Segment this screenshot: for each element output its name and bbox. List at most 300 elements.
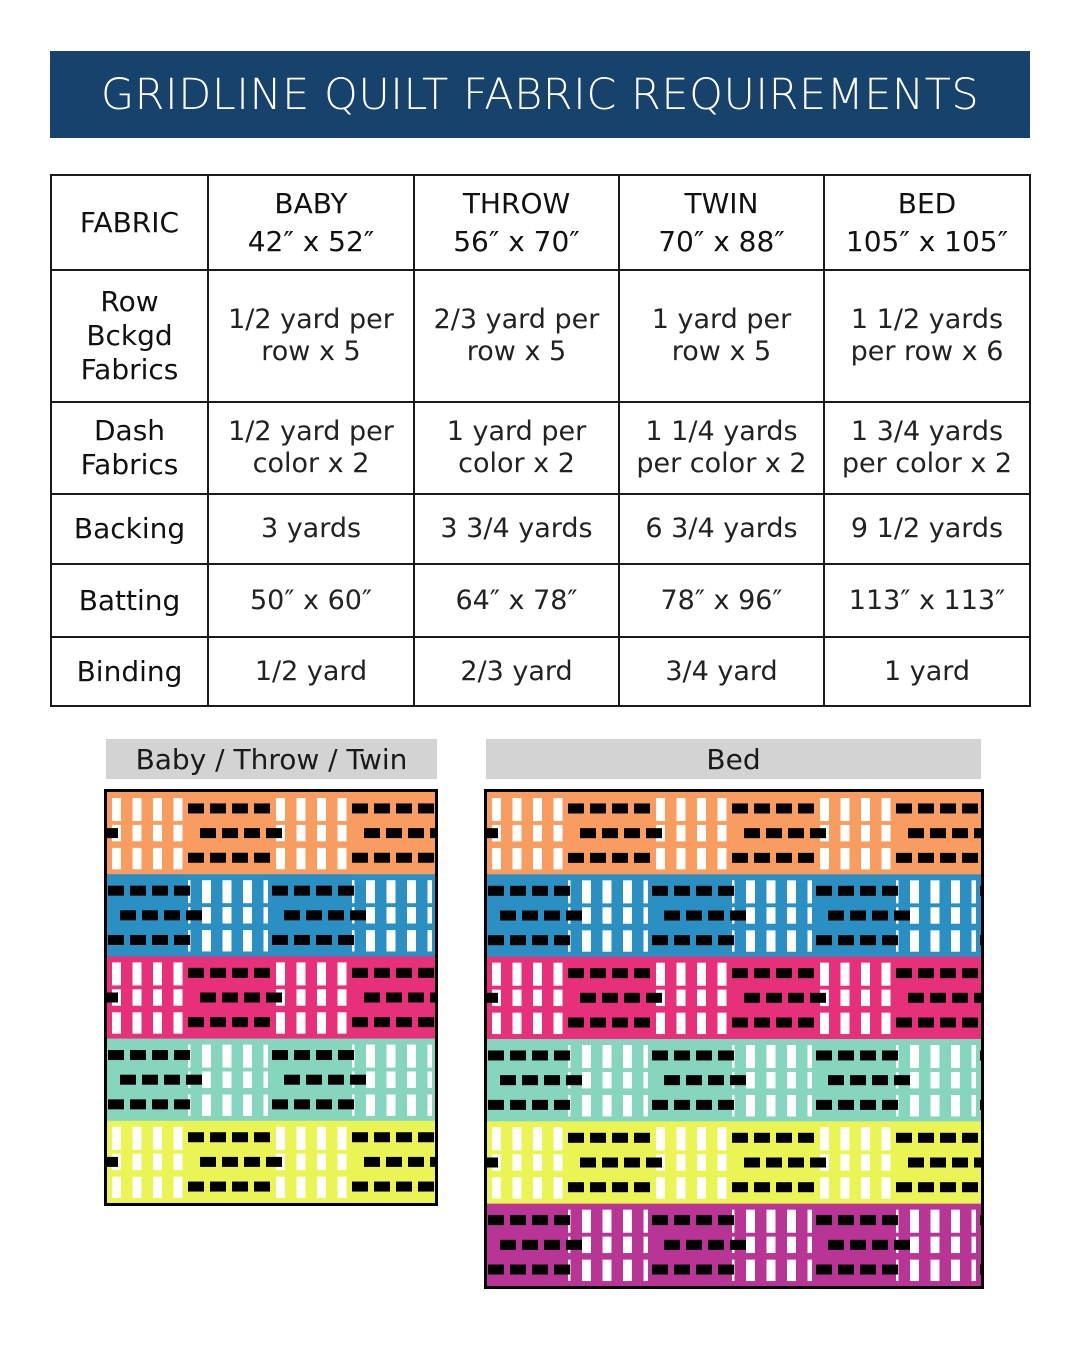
gridline-strip xyxy=(407,1071,416,1087)
row-label-line: Batting xyxy=(78,583,181,617)
dash-mark xyxy=(338,1099,354,1109)
dash-mark xyxy=(232,1182,248,1192)
dash-mark xyxy=(590,803,606,813)
dash-mark xyxy=(316,886,332,896)
quilt-row xyxy=(104,956,438,1039)
dash-mark xyxy=(828,1240,844,1250)
gridline-strip xyxy=(133,1127,142,1150)
gridline-strip xyxy=(317,798,326,821)
dash-mark xyxy=(510,1215,526,1225)
gridline-strip xyxy=(603,930,612,951)
dash-mark xyxy=(200,828,216,838)
gridline-strip xyxy=(820,1177,829,1198)
row-label-line: Bckgd xyxy=(86,319,173,352)
dash-mark xyxy=(254,1132,270,1142)
size-header-twin xyxy=(619,175,824,270)
dash-mark xyxy=(646,1158,662,1168)
dash-mark xyxy=(554,1100,570,1110)
table-cell xyxy=(208,637,414,706)
cell-line: 1 yard per xyxy=(651,304,792,335)
gridline-strip xyxy=(407,930,416,951)
dash-mark xyxy=(612,968,628,978)
gridline-strip xyxy=(746,1237,755,1253)
gridline-strip xyxy=(787,1045,796,1068)
dash-mark xyxy=(510,1100,526,1110)
gridline-strip xyxy=(317,1154,326,1170)
dash-mark xyxy=(674,1050,690,1060)
cell-line: 3/4 yard xyxy=(665,655,778,687)
gridline-strip xyxy=(112,1012,121,1033)
dash-mark xyxy=(396,803,412,813)
fabric-requirements-table xyxy=(50,174,1031,707)
gridline-strip xyxy=(492,1013,501,1034)
dash-mark xyxy=(120,1075,136,1085)
dash-mark xyxy=(222,828,238,838)
dash-mark xyxy=(232,1017,248,1027)
dash-mark xyxy=(568,1133,584,1143)
cell-line: 1/2 yard per xyxy=(228,304,394,335)
cell-line: row x 5 xyxy=(671,336,772,367)
gridline-strip xyxy=(767,1260,776,1281)
gridline-strip xyxy=(387,1045,396,1068)
gridline-strip xyxy=(407,1094,416,1115)
gridline-strip xyxy=(366,880,375,903)
cell-line: 6 3/4 yards xyxy=(645,513,798,544)
dash-mark xyxy=(940,1018,956,1028)
dash-mark xyxy=(294,886,310,896)
dash-mark xyxy=(776,1182,792,1192)
dash-mark xyxy=(352,1132,368,1142)
dash-mark xyxy=(872,1240,888,1250)
gridline-strip xyxy=(882,1154,891,1170)
gridline-strip xyxy=(554,1127,563,1150)
gridline-strip xyxy=(841,1013,850,1034)
gridline-strip xyxy=(297,1154,306,1170)
cell-line: 50″ x 60″ xyxy=(249,584,373,616)
dash-mark xyxy=(776,1018,792,1028)
size-name: BED xyxy=(897,186,957,220)
gridline-strip xyxy=(533,798,542,821)
dash-mark xyxy=(766,828,782,838)
dash-mark xyxy=(254,1017,270,1027)
dash-mark xyxy=(612,853,628,863)
dash-mark xyxy=(674,886,690,896)
dash-mark xyxy=(130,1050,146,1060)
gridline-strip xyxy=(202,907,211,923)
gridline-strip xyxy=(697,963,706,986)
gridline-strip xyxy=(697,990,706,1006)
dash-mark xyxy=(222,1157,238,1167)
dash-mark xyxy=(522,1240,538,1250)
dash-mark xyxy=(896,803,912,813)
gridline-strip xyxy=(297,1127,306,1150)
dash-mark xyxy=(952,993,968,1003)
gridline-strip xyxy=(931,907,940,923)
gridline-strip xyxy=(841,1177,850,1198)
dash-mark xyxy=(554,1265,570,1275)
gridline-strip xyxy=(787,907,796,923)
gridline-strip xyxy=(603,1045,612,1068)
dash-mark xyxy=(532,1050,548,1060)
gridline-strip xyxy=(133,1177,142,1198)
dash-mark xyxy=(186,910,202,920)
dash-mark xyxy=(396,968,412,978)
dash-mark xyxy=(816,935,832,945)
dash-mark xyxy=(776,803,792,813)
dash-mark xyxy=(364,1157,380,1167)
gridline-strip xyxy=(317,962,326,985)
dash-mark xyxy=(652,935,668,945)
dash-mark xyxy=(488,1050,504,1060)
header-row xyxy=(51,175,1030,270)
cell-line: row x 5 xyxy=(261,336,361,367)
dash-mark xyxy=(860,886,876,896)
gridline-strip xyxy=(366,930,375,951)
gridline-strip xyxy=(841,1154,850,1170)
dash-mark xyxy=(352,1017,368,1027)
dash-mark xyxy=(554,886,570,896)
table-cell xyxy=(619,402,824,494)
dash-mark xyxy=(754,1182,770,1192)
dash-mark xyxy=(744,993,760,1003)
dash-mark xyxy=(918,853,934,863)
dash-mark xyxy=(718,886,734,896)
dash-mark xyxy=(328,910,344,920)
dash-mark xyxy=(488,935,504,945)
gridline-strip xyxy=(492,1127,501,1150)
gridline-strip xyxy=(746,930,755,951)
cell-line: 1 yard xyxy=(883,655,971,687)
dash-mark xyxy=(316,1050,332,1060)
gridline-strip xyxy=(718,963,727,986)
dash-mark xyxy=(272,935,288,945)
dash-mark xyxy=(744,1158,760,1168)
dash-mark xyxy=(962,1182,978,1192)
dash-mark xyxy=(918,1018,934,1028)
gridline-strip xyxy=(554,1154,563,1170)
dash-mark xyxy=(174,1099,190,1109)
table-cell xyxy=(414,270,619,402)
quilt-row xyxy=(484,1204,984,1287)
table-cell xyxy=(414,564,619,637)
dash-mark xyxy=(894,911,910,921)
gridline-strip xyxy=(746,1095,755,1116)
dash-mark xyxy=(408,1157,424,1167)
gridline-strip xyxy=(787,1260,796,1281)
gridline-strip xyxy=(133,1012,142,1033)
dash-mark xyxy=(664,911,680,921)
dash-mark xyxy=(788,993,804,1003)
size-name: THROW xyxy=(462,186,571,220)
cell-line: 1 yard per xyxy=(446,416,587,447)
dash-mark xyxy=(696,1265,712,1275)
dash-mark xyxy=(674,1215,690,1225)
gridline-strip xyxy=(387,880,396,903)
dash-mark xyxy=(930,993,946,1003)
dash-mark xyxy=(646,828,662,838)
gridline-strip xyxy=(951,1237,960,1253)
gridline-strip xyxy=(910,907,919,923)
cell-line: 78″ x 96″ xyxy=(660,584,783,616)
dash-mark xyxy=(232,1132,248,1142)
gridline-strip xyxy=(787,1072,796,1088)
cell-line: 3 3/4 yards xyxy=(440,513,593,544)
dash-mark xyxy=(244,1157,260,1167)
gridline-strip xyxy=(223,907,232,923)
dash-mark xyxy=(488,886,504,896)
dash-mark xyxy=(940,1133,956,1143)
gridline-strip xyxy=(677,848,686,869)
gridline-strip xyxy=(931,880,940,903)
dash-mark xyxy=(634,1018,650,1028)
dash-mark xyxy=(962,968,978,978)
gridline-strip xyxy=(554,798,563,821)
gridline-strip xyxy=(623,1045,632,1068)
dash-mark xyxy=(962,803,978,813)
gridline-strip xyxy=(767,1210,776,1233)
gridline-strip xyxy=(223,880,232,903)
gridline-strip xyxy=(656,848,665,869)
dash-mark xyxy=(328,1075,344,1085)
table-cell xyxy=(414,402,619,494)
page-title: GRIDLINE QUILT FABRIC REQUIREMENTS xyxy=(50,51,1030,138)
dash-mark xyxy=(386,1157,402,1167)
gridline-strip xyxy=(820,963,829,986)
dash-mark xyxy=(152,1099,168,1109)
gridline-strip xyxy=(910,1045,919,1068)
dash-mark xyxy=(510,1050,526,1060)
gridline-strip xyxy=(820,798,829,821)
dash-mark xyxy=(164,1075,180,1085)
dash-mark xyxy=(352,968,368,978)
dash-mark xyxy=(754,803,770,813)
gridline-strip xyxy=(623,1210,632,1233)
dash-mark xyxy=(810,1158,826,1168)
gridline-strip xyxy=(910,880,919,903)
dash-mark xyxy=(272,1050,288,1060)
gridline-strip xyxy=(174,1127,183,1150)
gridline-strip xyxy=(276,1012,285,1033)
dash-mark xyxy=(500,1240,516,1250)
dash-mark xyxy=(696,935,712,945)
quilt-row xyxy=(104,1039,438,1122)
gridline-strip xyxy=(582,1072,591,1088)
dash-mark xyxy=(306,1075,322,1085)
gridline-strip xyxy=(718,1127,727,1150)
dash-mark xyxy=(838,1215,854,1225)
dash-mark xyxy=(408,828,424,838)
gridline-strip xyxy=(533,990,542,1006)
gridline-strip xyxy=(492,1177,501,1198)
dash-mark xyxy=(730,1240,746,1250)
dash-mark xyxy=(244,828,260,838)
dash-mark xyxy=(316,935,332,945)
dash-mark xyxy=(664,1240,680,1250)
dash-mark xyxy=(352,853,368,863)
dash-mark xyxy=(254,1182,270,1192)
gridline-strip xyxy=(153,1154,162,1170)
gridline-strip xyxy=(407,880,416,903)
gridline-strip xyxy=(882,990,891,1006)
gridline-strip xyxy=(338,1154,347,1170)
gridline-strip xyxy=(931,1045,940,1068)
dash-mark xyxy=(522,911,538,921)
dash-mark xyxy=(860,1215,876,1225)
dash-mark xyxy=(510,935,526,945)
gridline-strip xyxy=(174,1154,183,1170)
dash-mark xyxy=(510,886,526,896)
dash-mark xyxy=(108,886,124,896)
gridline-strip xyxy=(533,963,542,986)
gridline-strip xyxy=(174,848,183,869)
gridline-strip xyxy=(718,1154,727,1170)
dash-mark xyxy=(634,968,650,978)
gridline-strip xyxy=(243,1045,252,1068)
dash-mark xyxy=(696,1100,712,1110)
gridline-strip xyxy=(677,1154,686,1170)
gridline-strip xyxy=(603,1237,612,1253)
row-label xyxy=(51,402,208,494)
dash-mark xyxy=(896,1018,912,1028)
gridline-strip xyxy=(223,930,232,951)
gridline-strip xyxy=(582,1045,591,1068)
gridline-strip xyxy=(554,1177,563,1198)
row-label-line: Dash xyxy=(93,414,166,447)
gridline-strip xyxy=(338,798,347,821)
gridline-strip xyxy=(513,825,522,841)
dash-mark xyxy=(130,886,146,896)
dash-mark xyxy=(316,1099,332,1109)
dash-mark xyxy=(396,853,412,863)
gridline-strip xyxy=(513,1013,522,1034)
gridline-strip xyxy=(677,798,686,821)
quilt-rows xyxy=(484,792,984,1287)
gridline-strip xyxy=(931,1072,940,1088)
size-dimensions: 70″ x 88″ xyxy=(658,224,785,258)
quilt-row xyxy=(484,1121,984,1204)
gridline-strip xyxy=(513,1177,522,1198)
dash-mark xyxy=(566,1075,582,1085)
dash-mark xyxy=(744,828,760,838)
gridline-strip xyxy=(623,1072,632,1088)
size-header-throw xyxy=(414,175,619,270)
table-cell xyxy=(824,494,1030,564)
caption-baby-throw-twin: Baby / Throw / Twin xyxy=(106,739,437,779)
gridline-strip xyxy=(582,907,591,923)
dash-mark xyxy=(142,910,158,920)
table-cell xyxy=(414,494,619,564)
gridline-strip xyxy=(841,798,850,821)
dash-mark xyxy=(294,1099,310,1109)
table-cell xyxy=(208,494,414,564)
gridline-strip xyxy=(677,963,686,986)
gridline-strip xyxy=(787,1095,796,1116)
gridline-strip xyxy=(697,1127,706,1150)
gridline-strip xyxy=(513,1154,522,1170)
dash-mark xyxy=(374,1132,390,1142)
gridline-strip xyxy=(931,1260,940,1281)
gridline-strip xyxy=(603,1095,612,1116)
size-name: TWIN xyxy=(684,186,759,220)
dash-mark xyxy=(568,853,584,863)
gridline-strip xyxy=(133,798,142,821)
dash-mark xyxy=(798,1133,814,1143)
gridline-strip xyxy=(623,930,632,951)
dash-mark xyxy=(544,911,560,921)
size-header-baby xyxy=(208,175,414,270)
dash-mark xyxy=(418,1132,434,1142)
dash-mark xyxy=(674,1100,690,1110)
gridline-strip xyxy=(297,989,306,1005)
gridline-strip xyxy=(787,880,796,903)
quilt-diagram-baby-throw-twin xyxy=(104,789,438,1206)
dash-mark xyxy=(624,993,640,1003)
gridline-strip xyxy=(513,963,522,986)
dash-mark xyxy=(544,1240,560,1250)
dash-mark xyxy=(816,1050,832,1060)
row-label-line: Backing xyxy=(73,512,186,545)
dash-mark xyxy=(940,853,956,863)
gridline-strip xyxy=(882,848,891,869)
dash-mark xyxy=(580,828,596,838)
dash-mark xyxy=(850,1075,866,1085)
table-cell xyxy=(208,564,414,637)
gridline-strip xyxy=(174,798,183,821)
quilt-diagram-bed xyxy=(484,789,984,1289)
gridline-strip xyxy=(317,1012,326,1033)
cell-line: 2/3 yard per xyxy=(433,304,600,335)
dash-mark xyxy=(696,886,712,896)
gridline-strip xyxy=(677,1177,686,1198)
gridline-strip xyxy=(317,1177,326,1198)
dash-mark xyxy=(872,1075,888,1085)
dash-mark xyxy=(896,1182,912,1192)
dash-mark xyxy=(500,911,516,921)
gridline-strip xyxy=(951,1210,960,1233)
gridline-strip xyxy=(718,825,727,841)
gridline-strip xyxy=(243,880,252,903)
cell-line: per row x 6 xyxy=(850,336,1004,367)
gridline-strip xyxy=(820,848,829,869)
cell-line: 1/2 yard per xyxy=(228,416,394,447)
gridline-strip xyxy=(931,1237,940,1253)
dash-mark xyxy=(568,1018,584,1028)
gridline-strip xyxy=(718,1013,727,1034)
gridline-strip xyxy=(533,825,542,841)
dash-mark xyxy=(708,1075,724,1085)
dash-mark xyxy=(294,935,310,945)
dash-mark xyxy=(374,968,390,978)
dash-mark xyxy=(612,1018,628,1028)
dash-mark xyxy=(624,828,640,838)
cell-line: per color x 2 xyxy=(636,448,807,479)
gridline-strip xyxy=(677,825,686,841)
dash-mark xyxy=(696,1050,712,1060)
gridline-strip xyxy=(297,1177,306,1198)
gridline-strip xyxy=(841,990,850,1006)
gridline-strip xyxy=(582,1260,591,1281)
dash-mark xyxy=(174,935,190,945)
dash-mark xyxy=(210,1182,226,1192)
quilt-row xyxy=(484,874,984,957)
gridline-strip xyxy=(202,1094,211,1115)
gridline-strip xyxy=(820,1127,829,1150)
dash-mark xyxy=(232,803,248,813)
gridline-strip xyxy=(767,930,776,951)
row-label xyxy=(51,494,208,564)
gridline-strip xyxy=(297,962,306,985)
gridline-strip xyxy=(746,1260,755,1281)
